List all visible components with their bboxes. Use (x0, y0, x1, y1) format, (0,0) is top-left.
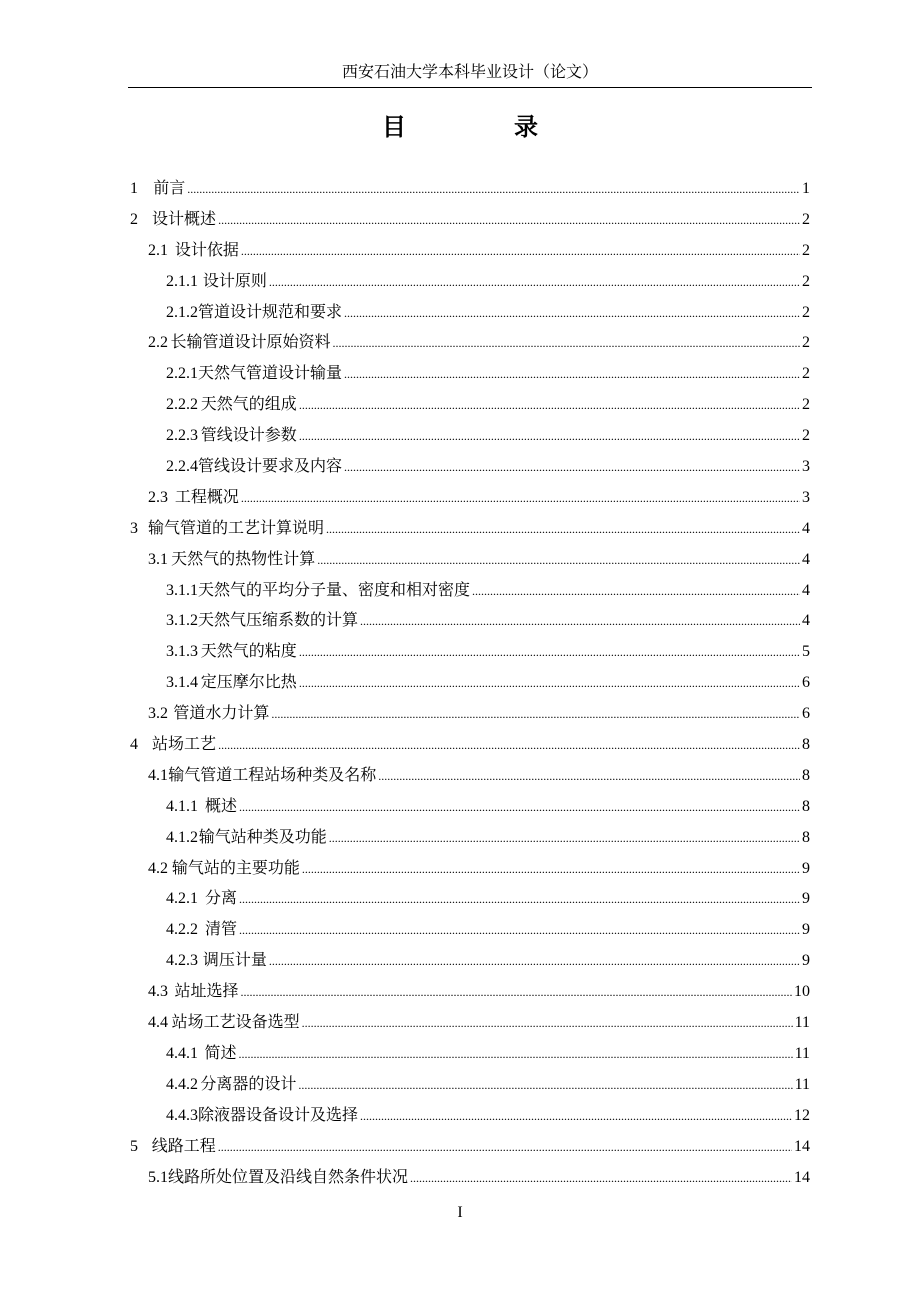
toc-dot-leader (332, 328, 800, 359)
toc-entry[interactable] (130, 483, 810, 514)
toc-entry-page: 9 (802, 921, 810, 939)
toc-entry-title: 设计依据 (174, 241, 239, 259)
toc-entry-title: 设计概述 (152, 210, 217, 228)
toc-dot-leader (378, 761, 800, 792)
toc-entry-title: 输气管道的工艺计算说明 (147, 519, 324, 537)
toc-dot-leader (241, 236, 800, 267)
toc-entry-page: 4 (802, 519, 810, 537)
toc-entry-page: 2 (802, 210, 810, 228)
toc-entry[interactable] (130, 761, 810, 792)
toc-entry-title: 天然气的热物性计算 (171, 550, 316, 568)
toc-entry-title: 前言 (153, 180, 186, 197)
toc-entry-number: 3 (130, 519, 138, 537)
toc-entry-page: 2 (802, 272, 810, 290)
toc-entry-title: 线路所处位置及沿线自然条件状况 (168, 1168, 409, 1186)
toc-entry-page: 1 (802, 180, 810, 197)
toc-dot-leader (239, 884, 800, 915)
toc-entry[interactable] (130, 1039, 810, 1070)
toc-entry-title: 除液器设备设计及选择 (198, 1106, 359, 1124)
toc-entry-number: 4.1.1 (166, 797, 198, 815)
toc-entry-number: 3.1 (148, 550, 168, 568)
toc-entry[interactable] (130, 884, 810, 915)
toc-entry-number: 2 (130, 210, 138, 228)
toc-entry-title: 设计原则 (202, 272, 267, 290)
toc-entry[interactable] (130, 668, 810, 699)
toc-entry-number: 4.1 (148, 766, 168, 784)
toc-dot-leader (239, 1039, 793, 1070)
toc-entry-number: 4.1.2 (166, 828, 198, 846)
toc-dot-leader (344, 298, 800, 329)
toc-dot-leader (271, 699, 800, 730)
toc-entry[interactable] (130, 174, 810, 205)
toc-entry-title: 简述 (204, 1044, 237, 1062)
toc-entry-number: 2.2.1 (166, 365, 198, 383)
toc-dot-leader (187, 174, 800, 205)
toc-entry-number: 2.1.1 (166, 272, 198, 290)
page-header: 西安石油大学本科毕业设计（论文） (341, 64, 598, 81)
toc-entry-number: 3.2 (148, 705, 168, 723)
toc-entry-page: 11 (794, 1075, 810, 1093)
toc-entry[interactable] (130, 267, 810, 298)
toc-entry-number: 3.1.1 (166, 581, 198, 599)
toc-entry-number: 4.4 (148, 1014, 168, 1032)
toc-entry[interactable] (130, 1070, 810, 1101)
toc-dot-leader (344, 359, 800, 390)
toc-entry[interactable] (130, 298, 810, 329)
toc-entry[interactable] (130, 576, 810, 607)
toc-entry[interactable] (130, 359, 810, 390)
toc-entry-title: 调压计量 (202, 952, 267, 970)
toc-entry-number: 4.2 (148, 859, 168, 877)
toc-dot-leader (240, 977, 792, 1008)
toc-entry-page: 9 (802, 890, 810, 908)
toc-dot-leader (329, 823, 800, 854)
toc-entry-title: 分离器的设计 (200, 1075, 297, 1093)
toc-entry-page: 6 (802, 705, 810, 723)
toc-entry-title: 管线设计参数 (200, 427, 297, 445)
toc-dot-leader (241, 483, 800, 514)
toc-entry-number: 2.2.3 (166, 427, 198, 445)
toc-entry-page: 2 (802, 365, 810, 383)
toc-entry-title: 天然气管道设计输量 (198, 365, 343, 383)
toc-entry-title: 定压摩尔比热 (200, 674, 297, 692)
toc-entry[interactable] (130, 1101, 810, 1132)
toc-entry-page: 9 (802, 952, 810, 970)
toc-dot-leader (360, 606, 800, 637)
toc-entry-title: 站址选择 (174, 983, 239, 1001)
toc-entry-title: 长输管道设计原始资料 (170, 334, 331, 352)
page-title: 目 录 (382, 115, 580, 141)
toc-entry[interactable] (130, 205, 810, 236)
toc-entry-number: 3.1.4 (166, 674, 198, 692)
toc-entry-number: 4.2.3 (166, 952, 198, 970)
toc-entry-number: 4.4.2 (166, 1075, 198, 1093)
toc-entry-page: 8 (802, 828, 810, 846)
toc-entry-title: 天然气的平均分子量、密度和相对密度 (198, 581, 471, 599)
toc-dot-leader (218, 730, 800, 761)
toc-entry-page: 8 (802, 766, 810, 784)
toc-entry[interactable] (130, 390, 810, 421)
toc-entry[interactable] (130, 514, 810, 545)
toc-entry-page: 2 (802, 303, 810, 321)
toc-entry[interactable] (130, 699, 810, 730)
toc-entry-page: 2 (802, 334, 810, 352)
toc-entry-page: 11 (794, 1044, 810, 1062)
toc-entry[interactable] (130, 1163, 810, 1194)
toc-entry-number: 2.1.2 (166, 303, 198, 321)
toc-entry-title: 工程概况 (174, 488, 239, 506)
toc-entry-number: 4.3 (148, 983, 168, 1001)
toc-entry-page: 3 (802, 458, 810, 476)
toc-entry-page: 2 (802, 427, 810, 445)
toc-entry[interactable] (130, 854, 810, 885)
toc-entry[interactable] (130, 915, 810, 946)
toc-dot-leader (472, 576, 800, 607)
toc-dot-leader (344, 452, 800, 483)
toc-entry-page: 5 (802, 643, 810, 661)
toc-entry-title: 站场工艺 (152, 736, 217, 754)
toc-entry-page: 2 (802, 396, 810, 414)
toc-entry-number: 2.2.2 (166, 396, 198, 414)
toc-entry-title: 输气站的主要功能 (171, 859, 300, 877)
toc-entry-title: 分离 (204, 890, 237, 908)
toc-dot-leader (302, 854, 800, 885)
table-of-contents (130, 174, 810, 1193)
toc-entry-page: 2 (802, 241, 810, 259)
toc-entry-title: 输气管道工程站场种类及名称 (168, 766, 377, 784)
toc-entry[interactable] (130, 606, 810, 637)
toc-entry-page: 4 (802, 550, 810, 568)
toc-dot-leader (218, 1132, 792, 1163)
toc-entry-page: 4 (802, 581, 810, 599)
toc-dot-leader (299, 668, 800, 699)
toc-entry-title: 管线设计要求及内容 (198, 458, 343, 476)
toc-entry-page: 9 (802, 859, 810, 877)
toc-entry-number: 2.3 (148, 488, 168, 506)
toc-dot-leader (299, 390, 800, 421)
toc-entry-number: 5 (130, 1137, 138, 1155)
toc-entry-number: 4.2.2 (166, 921, 198, 939)
toc-entry[interactable] (130, 328, 810, 359)
toc-entry[interactable] (130, 823, 810, 854)
toc-dot-leader (326, 514, 800, 545)
toc-entry-page: 8 (802, 736, 810, 754)
toc-dot-leader (317, 545, 800, 576)
toc-dot-leader (299, 637, 800, 668)
toc-dot-leader (269, 267, 800, 298)
toc-entry-number: 2.2.4 (166, 458, 198, 476)
toc-entry-number: 1 (130, 180, 138, 197)
toc-entry-number: 4.2.1 (166, 890, 198, 908)
toc-dot-leader (410, 1163, 792, 1194)
toc-entry-page: 8 (802, 797, 810, 815)
toc-dot-leader (218, 205, 800, 236)
toc-entry-title: 天然气压缩系数的计算 (198, 612, 359, 630)
toc-entry-page: 4 (802, 612, 810, 630)
toc-entry[interactable] (130, 637, 810, 668)
toc-entry-number: 2.2 (148, 334, 168, 352)
toc-entry-title: 管道设计规范和要求 (198, 303, 343, 321)
toc-entry-page: 10 (794, 983, 810, 1001)
toc-entry-title: 管道水力计算 (173, 705, 270, 723)
toc-entry-title: 线路工程 (151, 1137, 216, 1155)
toc-entry-page: 11 (794, 1014, 810, 1032)
toc-entry-page: 3 (802, 488, 810, 506)
toc-entry[interactable] (130, 421, 810, 452)
toc-entry-page: 14 (794, 1137, 810, 1155)
toc-entry-title: 输气站种类及功能 (198, 828, 327, 846)
toc-entry-page: 12 (794, 1106, 810, 1124)
toc-entry-number: 4.4.3 (166, 1106, 198, 1124)
toc-dot-leader (360, 1101, 792, 1132)
toc-entry[interactable] (130, 1008, 810, 1039)
toc-entry-title: 站场工艺设备选型 (171, 1014, 300, 1032)
toc-dot-leader (239, 792, 800, 823)
toc-entry-number: 5.1 (148, 1168, 168, 1186)
toc-entry-title: 天然气的粘度 (200, 643, 297, 661)
toc-dot-leader (302, 1008, 793, 1039)
toc-entry[interactable] (130, 730, 810, 761)
toc-dot-leader (298, 1070, 792, 1101)
toc-entry-page: 6 (802, 674, 810, 692)
toc-dot-leader (269, 946, 800, 977)
toc-entry-number: 4.4.1 (166, 1044, 198, 1062)
toc-entry[interactable] (130, 946, 810, 977)
toc-entry-page: 14 (794, 1168, 810, 1186)
toc-entry[interactable] (130, 977, 810, 1008)
toc-dot-leader (239, 915, 800, 946)
toc-entry-number: 3.1.2 (166, 612, 198, 630)
toc-entry[interactable] (130, 236, 810, 267)
toc-entry[interactable] (130, 792, 810, 823)
toc-entry-title: 概述 (204, 797, 237, 815)
toc-entry[interactable] (130, 452, 810, 483)
toc-entry-title: 天然气的组成 (200, 396, 297, 414)
toc-entry-number: 2.1 (148, 241, 168, 259)
header-rule (128, 87, 812, 88)
page-number: I (457, 1204, 463, 1221)
toc-entry-number: 4 (130, 736, 138, 754)
toc-entry[interactable] (130, 545, 810, 576)
toc-entry-number: 3.1.3 (166, 643, 198, 661)
toc-dot-leader (299, 421, 800, 452)
toc-entry-title: 清管 (204, 921, 237, 939)
toc-entry[interactable] (130, 1132, 810, 1163)
